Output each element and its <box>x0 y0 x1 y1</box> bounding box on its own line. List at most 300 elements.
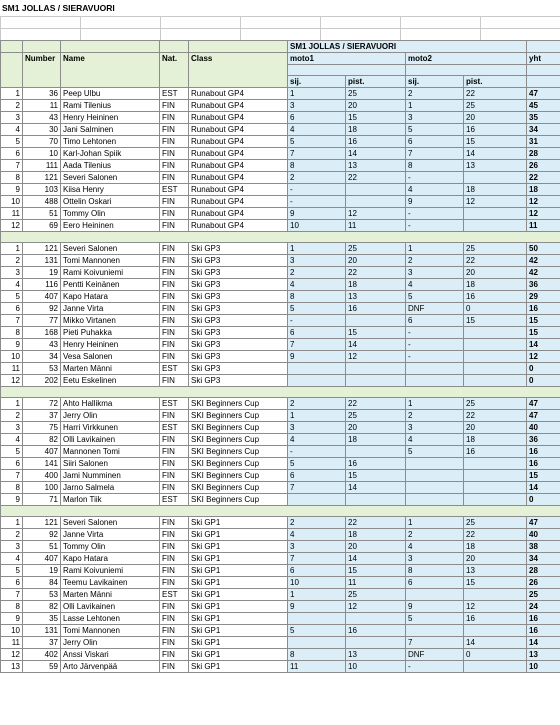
cell-class[interactable]: Ski GP1 <box>189 589 288 601</box>
cell-number[interactable]: 69 <box>23 220 61 232</box>
cell-class[interactable]: Ski GP3 <box>189 363 288 375</box>
cell-nat[interactable]: FIN <box>160 529 189 541</box>
cell-m1pts[interactable]: 16 <box>346 625 406 637</box>
cell-nat[interactable]: FIN <box>160 267 189 279</box>
cell-m2pos[interactable]: 4 <box>406 541 464 553</box>
cell-nat[interactable]: FIN <box>160 577 189 589</box>
cell-nat[interactable]: FIN <box>160 649 189 661</box>
cell-name[interactable]: Henry Heininen <box>61 112 160 124</box>
cell-total[interactable]: 18 <box>527 184 560 196</box>
cell-m2pts[interactable]: 20 <box>464 422 527 434</box>
cell-number[interactable]: 141 <box>23 458 61 470</box>
cell-class[interactable]: Runabout GP4 <box>189 112 288 124</box>
cell-m1pos[interactable]: 4 <box>288 434 346 446</box>
cell-nat[interactable]: FIN <box>160 160 189 172</box>
cell-number[interactable]: 121 <box>23 517 61 529</box>
cell-pos[interactable]: 1 <box>1 88 23 100</box>
cell-m1pts[interactable]: 22 <box>346 398 406 410</box>
cell-total[interactable]: 15 <box>527 470 560 482</box>
cell-m1pos[interactable] <box>288 637 346 649</box>
cell-pos[interactable]: 3 <box>1 541 23 553</box>
cell-total[interactable]: 50 <box>527 243 560 255</box>
cell-nat[interactable]: FIN <box>160 196 189 208</box>
cell-m2pts[interactable]: 14 <box>464 637 527 649</box>
cell-m2pts[interactable]: 22 <box>464 410 527 422</box>
cell-nat[interactable]: FIN <box>160 661 189 673</box>
cell-pos[interactable]: 5 <box>1 136 23 148</box>
cell-m1pts[interactable] <box>346 375 406 387</box>
cell-name[interactable]: Eero Heininen <box>61 220 160 232</box>
cell-m2pos[interactable]: - <box>406 327 464 339</box>
cell-total[interactable]: 28 <box>527 148 560 160</box>
cell-name[interactable]: Kapo Hatara <box>61 553 160 565</box>
cell-number[interactable]: 19 <box>23 565 61 577</box>
cell-total[interactable]: 16 <box>527 613 560 625</box>
cell-m1pts[interactable]: 13 <box>346 291 406 303</box>
cell-m1pos[interactable]: - <box>288 184 346 196</box>
cell-class[interactable]: SKI Beginners Cup <box>189 494 288 506</box>
cell-nat[interactable]: FIN <box>160 637 189 649</box>
cell-m2pts[interactable] <box>464 470 527 482</box>
cell-m2pos[interactable] <box>406 482 464 494</box>
cell-class[interactable]: Runabout GP4 <box>189 88 288 100</box>
cell-m1pos[interactable] <box>288 613 346 625</box>
cell-m1pos[interactable]: 6 <box>288 112 346 124</box>
cell-m1pos[interactable]: 1 <box>288 589 346 601</box>
cell-name[interactable]: Janne Virta <box>61 303 160 315</box>
cell-name[interactable]: Severi Salonen <box>61 243 160 255</box>
cell-m2pos[interactable]: DNF <box>406 303 464 315</box>
cell-name[interactable]: Ahto Hallikma <box>61 398 160 410</box>
cell-name[interactable]: Rami Koivuniemi <box>61 267 160 279</box>
cell-nat[interactable]: FIN <box>160 112 189 124</box>
cell-m1pos[interactable]: 4 <box>288 124 346 136</box>
cell-class[interactable]: SKI Beginners Cup <box>189 470 288 482</box>
cell-nat[interactable]: EST <box>160 398 189 410</box>
cell-pos[interactable]: 2 <box>1 255 23 267</box>
cell-pos[interactable]: 7 <box>1 470 23 482</box>
cell-m1pos[interactable]: 9 <box>288 351 346 363</box>
cell-m2pts[interactable] <box>464 482 527 494</box>
cell-m2pos[interactable]: 7 <box>406 637 464 649</box>
cell-m1pos[interactable]: 3 <box>288 100 346 112</box>
cell-m2pos[interactable]: 3 <box>406 553 464 565</box>
cell-class[interactable]: Ski GP3 <box>189 339 288 351</box>
cell-m1pts[interactable] <box>346 315 406 327</box>
cell-m2pos[interactable]: 3 <box>406 112 464 124</box>
cell-m2pos[interactable]: 8 <box>406 160 464 172</box>
cell-nat[interactable]: FIN <box>160 434 189 446</box>
cell-total[interactable]: 38 <box>527 541 560 553</box>
cell-nat[interactable]: FIN <box>160 517 189 529</box>
cell-nat[interactable]: EST <box>160 422 189 434</box>
cell-m1pos[interactable]: 8 <box>288 649 346 661</box>
cell-m2pts[interactable] <box>464 363 527 375</box>
cell-m2pos[interactable]: 1 <box>406 243 464 255</box>
cell-total[interactable]: 47 <box>527 398 560 410</box>
cell-pos[interactable]: 2 <box>1 100 23 112</box>
cell-m2pts[interactable]: 16 <box>464 291 527 303</box>
cell-pos[interactable]: 1 <box>1 517 23 529</box>
cell-m1pts[interactable] <box>346 184 406 196</box>
cell-m1pts[interactable] <box>346 446 406 458</box>
cell-m2pts[interactable] <box>464 351 527 363</box>
cell-m1pts[interactable]: 16 <box>346 303 406 315</box>
cell-total[interactable]: 36 <box>527 279 560 291</box>
cell-m1pts[interactable]: 25 <box>346 589 406 601</box>
cell-total[interactable]: 29 <box>527 291 560 303</box>
cell-class[interactable]: Ski GP3 <box>189 351 288 363</box>
cell-m1pts[interactable]: 11 <box>346 577 406 589</box>
cell-m1pos[interactable]: 3 <box>288 422 346 434</box>
cell-name[interactable]: Kapo Hatara <box>61 291 160 303</box>
cell-class[interactable]: Runabout GP4 <box>189 172 288 184</box>
cell-m1pts[interactable]: 14 <box>346 553 406 565</box>
cell-class[interactable]: Runabout GP4 <box>189 136 288 148</box>
cell-pos[interactable]: 10 <box>1 351 23 363</box>
cell-m1pts[interactable] <box>346 363 406 375</box>
cell-name[interactable]: Marten Männi <box>61 363 160 375</box>
cell-m1pos[interactable]: 5 <box>288 625 346 637</box>
cell-name[interactable]: Aada Tilenius <box>61 160 160 172</box>
cell-m1pos[interactable]: 1 <box>288 243 346 255</box>
cell-m2pos[interactable]: 4 <box>406 279 464 291</box>
cell-m1pos[interactable]: 6 <box>288 327 346 339</box>
cell-pos[interactable]: 9 <box>1 184 23 196</box>
cell-total[interactable]: 12 <box>527 351 560 363</box>
cell-pos[interactable]: 9 <box>1 494 23 506</box>
cell-m2pos[interactable]: 8 <box>406 565 464 577</box>
cell-m2pos[interactable]: - <box>406 351 464 363</box>
cell-name[interactable]: Teemu Lavikainen <box>61 577 160 589</box>
cell-class[interactable]: Runabout GP4 <box>189 148 288 160</box>
cell-m1pos[interactable]: 5 <box>288 136 346 148</box>
cell-m1pos[interactable]: 5 <box>288 458 346 470</box>
cell-m1pts[interactable]: 25 <box>346 88 406 100</box>
cell-m1pts[interactable]: 15 <box>346 565 406 577</box>
cell-class[interactable]: Ski GP3 <box>189 255 288 267</box>
cell-m2pts[interactable]: 18 <box>464 184 527 196</box>
cell-nat[interactable]: FIN <box>160 148 189 160</box>
cell-m2pos[interactable]: 9 <box>406 601 464 613</box>
cell-name[interactable]: Eetu Eskelinen <box>61 375 160 387</box>
cell-m2pts[interactable]: 18 <box>464 541 527 553</box>
cell-m1pos[interactable]: 1 <box>288 88 346 100</box>
cell-m2pos[interactable]: 5 <box>406 291 464 303</box>
cell-pos[interactable]: 6 <box>1 303 23 315</box>
cell-number[interactable]: 402 <box>23 649 61 661</box>
cell-m2pos[interactable]: 1 <box>406 517 464 529</box>
cell-total[interactable]: 11 <box>527 220 560 232</box>
cell-pos[interactable]: 8 <box>1 172 23 184</box>
cell-m2pts[interactable]: 14 <box>464 148 527 160</box>
cell-number[interactable]: 92 <box>23 303 61 315</box>
cell-pos[interactable]: 5 <box>1 565 23 577</box>
cell-m2pos[interactable]: 2 <box>406 410 464 422</box>
cell-m1pts[interactable]: 25 <box>346 243 406 255</box>
cell-m2pos[interactable] <box>406 589 464 601</box>
cell-number[interactable]: 168 <box>23 327 61 339</box>
cell-m1pos[interactable]: 6 <box>288 565 346 577</box>
cell-m1pos[interactable]: 10 <box>288 577 346 589</box>
cell-total[interactable]: 34 <box>527 124 560 136</box>
cell-nat[interactable]: FIN <box>160 565 189 577</box>
cell-class[interactable]: Ski GP1 <box>189 565 288 577</box>
cell-m1pos[interactable]: 2 <box>288 172 346 184</box>
cell-number[interactable]: 35 <box>23 613 61 625</box>
cell-class[interactable]: Runabout GP4 <box>189 100 288 112</box>
cell-name[interactable]: Pentti Keinänen <box>61 279 160 291</box>
cell-total[interactable]: 47 <box>527 88 560 100</box>
cell-m2pts[interactable] <box>464 661 527 673</box>
cell-name[interactable]: Siiri Salonen <box>61 458 160 470</box>
cell-m2pts[interactable]: 15 <box>464 315 527 327</box>
cell-total[interactable]: 14 <box>527 339 560 351</box>
cell-pos[interactable]: 11 <box>1 637 23 649</box>
cell-m1pts[interactable] <box>346 613 406 625</box>
cell-m1pts[interactable]: 18 <box>346 434 406 446</box>
cell-name[interactable]: Tomi Mannonen <box>61 255 160 267</box>
cell-m2pts[interactable]: 22 <box>464 529 527 541</box>
cell-m2pos[interactable]: 4 <box>406 184 464 196</box>
cell-number[interactable]: 72 <box>23 398 61 410</box>
cell-m1pts[interactable]: 20 <box>346 422 406 434</box>
cell-pos[interactable]: 1 <box>1 243 23 255</box>
cell-number[interactable]: 131 <box>23 625 61 637</box>
cell-total[interactable]: 36 <box>527 434 560 446</box>
cell-nat[interactable]: FIN <box>160 553 189 565</box>
cell-nat[interactable]: FIN <box>160 482 189 494</box>
cell-m1pts[interactable]: 15 <box>346 327 406 339</box>
cell-class[interactable]: Ski GP3 <box>189 375 288 387</box>
cell-pos[interactable]: 6 <box>1 148 23 160</box>
cell-name[interactable]: Mannonen Tomi <box>61 446 160 458</box>
cell-name[interactable]: Jerry Olin <box>61 410 160 422</box>
cell-pos[interactable]: 5 <box>1 446 23 458</box>
cell-m1pts[interactable]: 16 <box>346 458 406 470</box>
cell-class[interactable]: SKI Beginners Cup <box>189 446 288 458</box>
cell-m2pos[interactable] <box>406 625 464 637</box>
cell-m2pts[interactable]: 20 <box>464 112 527 124</box>
cell-nat[interactable]: FIN <box>160 470 189 482</box>
cell-pos[interactable]: 8 <box>1 482 23 494</box>
cell-class[interactable]: SKI Beginners Cup <box>189 410 288 422</box>
cell-pos[interactable]: 7 <box>1 160 23 172</box>
cell-m1pos[interactable]: 3 <box>288 255 346 267</box>
cell-number[interactable]: 37 <box>23 637 61 649</box>
cell-m2pos[interactable]: 2 <box>406 255 464 267</box>
cell-class[interactable]: Ski GP3 <box>189 303 288 315</box>
cell-m1pos[interactable]: - <box>288 446 346 458</box>
cell-m2pts[interactable] <box>464 458 527 470</box>
cell-name[interactable]: Olli Lavikainen <box>61 434 160 446</box>
cell-number[interactable]: 71 <box>23 494 61 506</box>
cell-nat[interactable]: EST <box>160 494 189 506</box>
cell-total[interactable]: 13 <box>527 649 560 661</box>
cell-m2pts[interactable]: 22 <box>464 88 527 100</box>
cell-name[interactable]: Jami Numminen <box>61 470 160 482</box>
cell-m1pos[interactable]: 1 <box>288 410 346 422</box>
cell-name[interactable]: Vesa Salonen <box>61 351 160 363</box>
cell-total[interactable]: 0 <box>527 363 560 375</box>
cell-class[interactable]: Ski GP1 <box>189 553 288 565</box>
cell-nat[interactable]: FIN <box>160 243 189 255</box>
cell-number[interactable]: 59 <box>23 661 61 673</box>
cell-m1pts[interactable]: 15 <box>346 470 406 482</box>
cell-m1pts[interactable]: 13 <box>346 160 406 172</box>
cell-m2pts[interactable] <box>464 375 527 387</box>
cell-m2pts[interactable] <box>464 208 527 220</box>
cell-pos[interactable]: 6 <box>1 458 23 470</box>
cell-m2pos[interactable] <box>406 375 464 387</box>
cell-name[interactable]: Severi Salonen <box>61 172 160 184</box>
cell-total[interactable]: 45 <box>527 100 560 112</box>
cell-m1pos[interactable]: 7 <box>288 148 346 160</box>
cell-m1pos[interactable]: 2 <box>288 398 346 410</box>
cell-m1pts[interactable]: 22 <box>346 517 406 529</box>
cell-total[interactable]: 40 <box>527 529 560 541</box>
cell-m2pts[interactable] <box>464 625 527 637</box>
cell-m2pos[interactable]: 1 <box>406 398 464 410</box>
cell-m2pos[interactable] <box>406 458 464 470</box>
cell-m2pts[interactable] <box>464 339 527 351</box>
cell-m2pos[interactable]: 4 <box>406 434 464 446</box>
cell-nat[interactable]: FIN <box>160 303 189 315</box>
cell-total[interactable]: 15 <box>527 327 560 339</box>
cell-class[interactable]: Ski GP3 <box>189 279 288 291</box>
cell-class[interactable]: Ski GP1 <box>189 661 288 673</box>
cell-m2pts[interactable]: 0 <box>464 649 527 661</box>
cell-m2pos[interactable]: - <box>406 172 464 184</box>
cell-nat[interactable]: FIN <box>160 100 189 112</box>
cell-total[interactable]: 16 <box>527 625 560 637</box>
cell-nat[interactable]: EST <box>160 88 189 100</box>
cell-m2pts[interactable]: 12 <box>464 601 527 613</box>
cell-number[interactable]: 53 <box>23 363 61 375</box>
cell-number[interactable]: 30 <box>23 124 61 136</box>
cell-m2pts[interactable]: 22 <box>464 255 527 267</box>
cell-pos[interactable]: 10 <box>1 196 23 208</box>
cell-m1pos[interactable] <box>288 494 346 506</box>
cell-m2pts[interactable]: 15 <box>464 136 527 148</box>
cell-nat[interactable]: FIN <box>160 601 189 613</box>
cell-number[interactable]: 53 <box>23 589 61 601</box>
cell-m2pos[interactable]: 6 <box>406 315 464 327</box>
cell-m2pts[interactable]: 16 <box>464 613 527 625</box>
cell-nat[interactable]: FIN <box>160 375 189 387</box>
cell-nat[interactable]: FIN <box>160 327 189 339</box>
cell-class[interactable]: Runabout GP4 <box>189 208 288 220</box>
cell-m1pts[interactable]: 18 <box>346 529 406 541</box>
cell-m1pts[interactable]: 11 <box>346 220 406 232</box>
cell-nat[interactable]: FIN <box>160 255 189 267</box>
cell-m2pos[interactable]: 3 <box>406 267 464 279</box>
cell-name[interactable]: Karl-Johan Spiik <box>61 148 160 160</box>
cell-number[interactable]: 19 <box>23 267 61 279</box>
cell-pos[interactable]: 3 <box>1 267 23 279</box>
cell-pos[interactable]: 3 <box>1 422 23 434</box>
cell-pos[interactable]: 4 <box>1 553 23 565</box>
cell-pos[interactable]: 12 <box>1 649 23 661</box>
cell-m2pos[interactable]: 6 <box>406 577 464 589</box>
cell-total[interactable]: 40 <box>527 422 560 434</box>
cell-nat[interactable]: FIN <box>160 625 189 637</box>
cell-pos[interactable]: 8 <box>1 601 23 613</box>
cell-total[interactable]: 26 <box>527 577 560 589</box>
cell-m2pos[interactable]: 7 <box>406 148 464 160</box>
cell-total[interactable]: 42 <box>527 267 560 279</box>
cell-number[interactable]: 11 <box>23 100 61 112</box>
cell-class[interactable]: Ski GP3 <box>189 267 288 279</box>
cell-number[interactable]: 488 <box>23 196 61 208</box>
cell-pos[interactable]: 13 <box>1 661 23 673</box>
cell-name[interactable]: Peep Ulbu <box>61 88 160 100</box>
cell-number[interactable]: 77 <box>23 315 61 327</box>
cell-class[interactable]: SKI Beginners Cup <box>189 434 288 446</box>
cell-m2pts[interactable]: 25 <box>464 243 527 255</box>
cell-number[interactable]: 116 <box>23 279 61 291</box>
cell-total[interactable]: 25 <box>527 589 560 601</box>
cell-m2pts[interactable]: 18 <box>464 279 527 291</box>
cell-class[interactable]: Ski GP1 <box>189 517 288 529</box>
cell-m1pts[interactable]: 12 <box>346 601 406 613</box>
cell-nat[interactable]: FIN <box>160 208 189 220</box>
cell-m1pos[interactable]: 7 <box>288 482 346 494</box>
cell-class[interactable]: Runabout GP4 <box>189 220 288 232</box>
cell-pos[interactable]: 1 <box>1 398 23 410</box>
cell-pos[interactable]: 4 <box>1 124 23 136</box>
cell-m2pos[interactable]: 6 <box>406 136 464 148</box>
cell-m2pos[interactable]: - <box>406 220 464 232</box>
cell-number[interactable]: 34 <box>23 351 61 363</box>
cell-number[interactable]: 131 <box>23 255 61 267</box>
cell-m1pts[interactable] <box>346 637 406 649</box>
cell-nat[interactable]: FIN <box>160 541 189 553</box>
cell-pos[interactable]: 10 <box>1 625 23 637</box>
cell-number[interactable]: 111 <box>23 160 61 172</box>
cell-name[interactable]: Jerry Olin <box>61 637 160 649</box>
cell-m2pts[interactable] <box>464 220 527 232</box>
cell-m2pts[interactable]: 13 <box>464 565 527 577</box>
cell-total[interactable]: 16 <box>527 303 560 315</box>
cell-m1pts[interactable] <box>346 196 406 208</box>
cell-name[interactable]: Arto Järvenpää <box>61 661 160 673</box>
cell-name[interactable]: Anssi Viskari <box>61 649 160 661</box>
cell-name[interactable]: Severi Salonen <box>61 517 160 529</box>
cell-class[interactable]: Runabout GP4 <box>189 196 288 208</box>
cell-number[interactable]: 43 <box>23 112 61 124</box>
cell-name[interactable]: Pieti Puhakka <box>61 327 160 339</box>
cell-m2pts[interactable]: 20 <box>464 553 527 565</box>
cell-number[interactable]: 84 <box>23 577 61 589</box>
cell-m2pos[interactable] <box>406 470 464 482</box>
cell-total[interactable]: 31 <box>527 136 560 148</box>
cell-m1pts[interactable]: 20 <box>346 100 406 112</box>
cell-total[interactable]: 12 <box>527 196 560 208</box>
cell-m2pos[interactable]: - <box>406 208 464 220</box>
cell-m1pts[interactable]: 10 <box>346 661 406 673</box>
cell-nat[interactable]: EST <box>160 363 189 375</box>
cell-name[interactable]: Janne Virta <box>61 529 160 541</box>
cell-total[interactable]: 24 <box>527 601 560 613</box>
cell-class[interactable]: Runabout GP4 <box>189 184 288 196</box>
cell-class[interactable]: Ski GP3 <box>189 243 288 255</box>
cell-m2pos[interactable]: 3 <box>406 422 464 434</box>
cell-m2pts[interactable]: 13 <box>464 160 527 172</box>
cell-m1pos[interactable]: 2 <box>288 267 346 279</box>
cell-m2pts[interactable]: 25 <box>464 100 527 112</box>
cell-total[interactable]: 14 <box>527 637 560 649</box>
